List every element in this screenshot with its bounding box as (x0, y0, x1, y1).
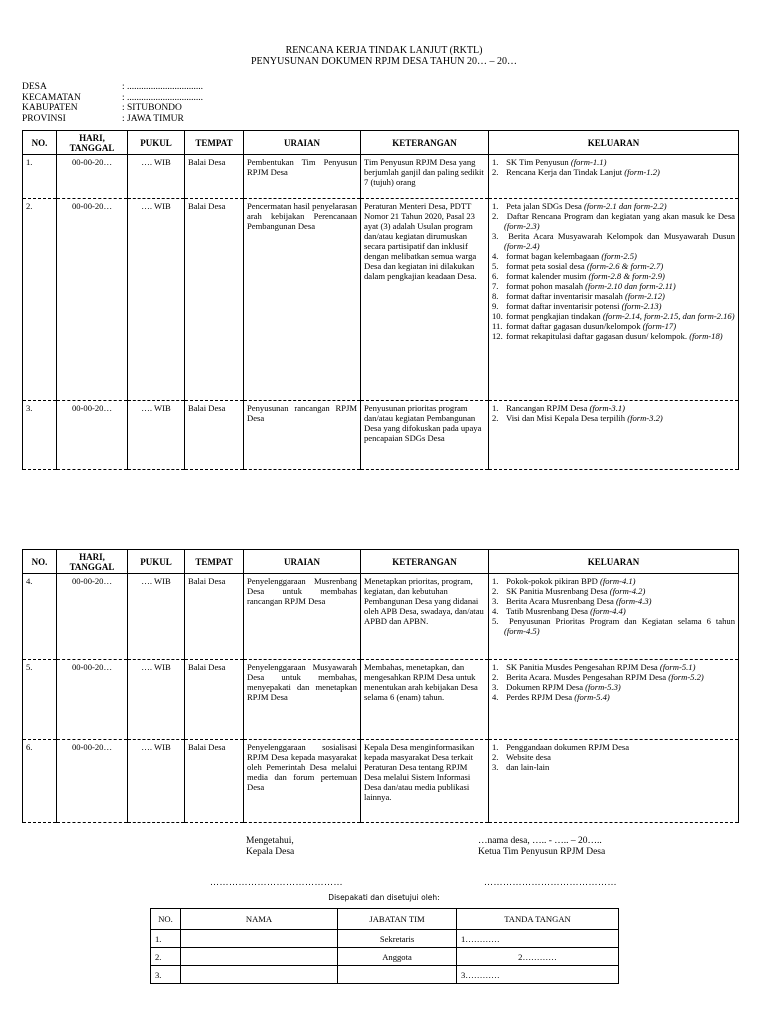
table-row (23, 199, 739, 401)
keluaran-form-ref: (form-4.2) (609, 586, 646, 596)
row-no: 6. (23, 740, 57, 823)
keluaran-text: format pohon masalah (506, 281, 586, 291)
keluaran-text: Rencana Kerja dan Tindak Lanjut (506, 167, 625, 177)
agreement-col-ttd: TANDA TANGAN (457, 909, 619, 930)
keluaran-number: 1. (492, 662, 499, 672)
keluaran-number: 3. (492, 596, 499, 606)
agreement-jabatan: Anggota (338, 948, 457, 966)
col-header-keluaran: KELUARAN (489, 131, 739, 155)
row-no: 4. (23, 574, 57, 660)
keluaran-form-ref: (form-4.1) (599, 576, 636, 586)
keluaran-number: 4. (492, 692, 499, 702)
row-uraian: Penyelenggaraan sosialisasi RPJM Desa kepada masyarakat oleh Pemerintah Desa melalui media dan forum pertemuan Desa (244, 740, 361, 823)
row-no: 2. (23, 199, 57, 401)
keluaran-text: Peta jalan SDGs Desa (506, 201, 584, 211)
col-header-keterangan: KETERANGAN (361, 131, 489, 155)
agreement-no: 1. (151, 930, 181, 948)
keluaran-item (492, 616, 735, 636)
agreement-col-nama: NAMA (181, 909, 338, 930)
keluaran-text: Website desa (506, 752, 551, 762)
keluaran-number: 4. (492, 251, 499, 261)
row-pukul: …. WIB (128, 155, 185, 199)
keluaran-number: 2. (492, 672, 499, 682)
col-header-no: NO. (23, 550, 57, 574)
keluaran-item (492, 672, 735, 682)
keluaran-form-ref: (form-2.8 & form-2.9) (588, 271, 665, 281)
keluaran-number: 1. (492, 157, 499, 167)
row-pukul: …. WIB (128, 740, 185, 823)
agreement-jabatan: Sekretaris (338, 930, 457, 948)
col-header-uraian: URAIAN (244, 550, 361, 574)
row-keterangan: Kepala Desa menginformasikan kepada masyarakat Desa terkait Peraturan Desa tentang RPJM Desa melalui Sistem Informasi Desa dan/atau media publikasi lainnya. (361, 740, 489, 823)
col-header-pukul: PUKUL (128, 131, 185, 155)
keluaran-form-ref: (form-2.3) (504, 221, 540, 231)
plan-table-1 (22, 130, 739, 470)
keluaran-item (492, 321, 735, 331)
keluaran-item (492, 281, 735, 291)
row-keluaran (489, 740, 739, 823)
keluaran-item (492, 301, 735, 311)
meta-key: KABUPATEN (22, 103, 78, 113)
keluaran-text: Berita Acara Musyawarah Kelompok dan Musyawarah Dusun (508, 231, 735, 241)
col-header-keterangan: KETERANGAN (361, 550, 489, 574)
col-header-keluaran: KELUARAN (489, 550, 739, 574)
keluaran-list (492, 157, 735, 177)
keluaran-number: 2. (492, 167, 499, 177)
keluaran-item (492, 413, 735, 423)
agreement-nama (181, 930, 338, 948)
keluaran-text: Penyusunan Prioritas Program dan Kegiatan selama 6 tahun (509, 616, 735, 626)
keluaran-item (492, 586, 735, 596)
keluaran-number: 2. (492, 211, 499, 221)
agreement-row (151, 966, 619, 984)
signature-left-line2: Kepala Desa (246, 847, 295, 857)
agreement-col-no: NO. (151, 909, 181, 930)
row-keterangan: Tim Penyusun RPJM Desa yang berjumlah ganjil dan paling sedikit 7 (tujuh) orang (361, 155, 489, 199)
keluaran-item (492, 271, 735, 281)
meta-row-kecamatan (22, 93, 203, 104)
keluaran-form-ref: (form-17) (642, 321, 677, 331)
keluaran-text: format daftar gagasan dusun/kelompok (506, 321, 643, 331)
meta-value: : ................................ (122, 92, 204, 103)
keluaran-item (492, 606, 735, 616)
table-row (23, 155, 739, 199)
keluaran-form-ref: (form-2.13) (621, 301, 662, 311)
col-header-uraian: URAIAN (244, 131, 361, 155)
keluaran-item (492, 201, 735, 211)
agreement-jabatan (338, 966, 457, 984)
keluaran-number: 6. (492, 271, 499, 281)
keluaran-text: Daftar Rencana Program dan kegiatan yang akan masuk ke Desa (506, 211, 735, 221)
keluaran-number: 3. (492, 682, 499, 692)
keluaran-text: Perdes RPJM Desa (506, 692, 575, 702)
row-keluaran (489, 574, 739, 660)
col-header-tempat: TEMPAT (185, 131, 244, 155)
keluaran-number: 1. (492, 742, 499, 752)
keluaran-form-ref: (form-5.1) (659, 662, 696, 672)
keluaran-list (492, 742, 735, 772)
agreement-row (151, 930, 619, 948)
keluaran-form-ref: (form-2.4) (504, 241, 540, 251)
keluaran-item (492, 692, 735, 702)
col-header-hari: HARI, TANGGAL (57, 131, 128, 155)
row-hari: 00-00-20… (57, 401, 128, 470)
keluaran-form-ref: (form-3.2) (627, 413, 663, 423)
keluaran-number: 2. (492, 413, 499, 423)
signature-line-left: …………………………………… (210, 877, 343, 887)
agreement-caption: Disepakati dan disetujui oleh: (328, 893, 440, 902)
meta-row-desa (22, 82, 203, 93)
row-keterangan: Penyusunan prioritas program dan/atau kegiatan Pembangunan Desa yang difokuskan pada upaya pencapaian SDGs Desa (361, 401, 489, 470)
keluaran-form-ref: (form-2.5) (601, 251, 637, 261)
table-row (23, 660, 739, 740)
keluaran-list (492, 403, 735, 423)
signature-left (246, 836, 294, 858)
row-no: 5. (23, 660, 57, 740)
keluaran-number: 11. (492, 321, 503, 331)
region-info (22, 82, 203, 124)
keluaran-item (492, 157, 735, 167)
keluaran-text: SK Panitia Musdes Pengesahan RPJM Desa (506, 662, 660, 672)
keluaran-text: SK Panitia Musrenbang Desa (506, 586, 610, 596)
keluaran-text: format peta sosial desa (506, 261, 587, 271)
agreement-row (151, 948, 619, 966)
row-hari: 00-00-20… (57, 199, 128, 401)
agreement-no: 3. (151, 966, 181, 984)
keluaran-item (492, 576, 735, 586)
row-uraian: Penyelenggaraan Musyawarah Desa untuk membahas, menyepakati dan menetapkan RPJM Desa (244, 660, 361, 740)
row-uraian: Penyusunan rancangan RPJM Desa (244, 401, 361, 470)
keluaran-item (492, 311, 735, 321)
row-uraian: Pencermatan hasil penyelarasan arah kebijakan Perencanaan Pembangunan Desa (244, 199, 361, 401)
keluaran-text: format rekapitulasi daftar gagasan dusun/ kelompok. (506, 331, 690, 341)
keluaran-text: SK Tim Penyusun (506, 157, 571, 167)
keluaran-form-ref: (form-4.4) (590, 606, 626, 616)
keluaran-text: Berita Acara. Musdes Pengesahan RPJM Desa (506, 672, 669, 682)
agreement-col-jabatan: JABATAN TIM (338, 909, 457, 930)
keluaran-item (492, 231, 735, 251)
meta-key: PROVINSI (22, 113, 66, 124)
row-keterangan: Menetapkan prioritas, program, kegiatan, dan kebutuhan Pembangunan Desa yang didanai oleh APB Desa, swadaya, dan/atau APBD dan APBN. (361, 574, 489, 660)
keluaran-item (492, 331, 735, 341)
row-uraian: Penyelenggaraan Musrenbang Desa untuk membahas rancangan RPJM Desa (244, 574, 361, 660)
keluaran-number: 7. (492, 281, 499, 291)
col-header-hari: HARI, TANGGAL (57, 550, 128, 574)
keluaran-item (492, 403, 735, 413)
row-no: 1. (23, 155, 57, 199)
keluaran-number: 3. (492, 762, 499, 772)
row-tempat: Balai Desa (185, 574, 244, 660)
signature-right-line1: …nama desa, ….. - ….. – 20….. (478, 836, 602, 846)
row-keluaran (489, 401, 739, 470)
keluaran-text: format bagan kelembagaan (506, 251, 602, 261)
keluaran-text: Tatib Musrenbang Desa (506, 606, 591, 616)
col-header-tempat: TEMPAT (185, 550, 244, 574)
keluaran-item (492, 261, 735, 271)
keluaran-item (492, 762, 735, 772)
row-keluaran (489, 660, 739, 740)
row-pukul: …. WIB (128, 401, 185, 470)
keluaran-form-ref: (form-18) (689, 331, 723, 341)
keluaran-item (492, 251, 735, 261)
row-no: 3. (23, 401, 57, 470)
keluaran-text: format daftar inventarisir potensi (506, 301, 622, 311)
keluaran-text: format daftar inventarisir masalah (506, 291, 625, 301)
keluaran-number: 8. (492, 291, 499, 301)
col-header-no: NO. (23, 131, 57, 155)
agreement-no: 2. (151, 948, 181, 966)
keluaran-text: format pengkajian tindakan (506, 311, 603, 321)
row-hari: 00-00-20… (57, 740, 128, 823)
keluaran-form-ref: (form-5.3) (585, 682, 621, 692)
table-row (23, 574, 739, 660)
row-tempat: Balai Desa (185, 401, 244, 470)
keluaran-form-ref: (form-4.3) (615, 596, 652, 606)
keluaran-number: 1. (492, 576, 499, 586)
keluaran-number: 2. (492, 586, 499, 596)
col-header-pukul: PUKUL (128, 550, 185, 574)
document-title: RENCANA KERJA TINDAK LANJUT (RKTL) (285, 45, 483, 56)
table-row (23, 740, 739, 823)
row-pukul: …. WIB (128, 660, 185, 740)
keluaran-form-ref: (form-1.1) (570, 157, 607, 167)
meta-value: : SITUBONDO (122, 103, 182, 113)
keluaran-form-ref: (form-1.2) (624, 167, 660, 177)
keluaran-number: 1. (492, 403, 499, 413)
keluaran-item (492, 752, 735, 762)
row-uraian: Pembentukan Tim Penyusun RPJM Desa (244, 155, 361, 199)
agreement-table (150, 908, 619, 984)
keluaran-text: Dokumen RPJM Desa (506, 682, 586, 692)
table-row (23, 401, 739, 470)
keluaran-number: 5. (492, 261, 499, 271)
keluaran-form-ref: (form-2.14, form-2.15, dan form-2.16) (602, 311, 735, 321)
signature-line-right: …………………………………… (484, 877, 617, 887)
signature-left-line1: Mengetahui, (246, 836, 294, 846)
agreement-ttd: 1………… (457, 930, 619, 948)
keluaran-item (492, 211, 735, 231)
keluaran-form-ref: (form-2.12) (625, 291, 665, 301)
keluaran-form-ref: (form-4.5) (504, 626, 540, 636)
keluaran-number: 9. (492, 301, 499, 311)
document-subtitle: PENYUSUNAN DOKUMEN RPJM DESA TAHUN 20… – 20… (251, 56, 517, 67)
meta-key: DESA (22, 82, 47, 92)
keluaran-number: 2. (492, 752, 499, 762)
meta-row-provinsi (22, 114, 203, 125)
row-hari: 00-00-20… (57, 660, 128, 740)
keluaran-number: 4. (492, 606, 499, 616)
keluaran-text: format kalender musim (506, 271, 589, 281)
keluaran-item (492, 596, 735, 606)
keluaran-text: Visi dan Misi Kepala Desa terpilih (506, 413, 628, 423)
keluaran-number: 3. (492, 231, 499, 241)
keluaran-number: 5. (492, 616, 499, 626)
keluaran-number: 12. (492, 331, 503, 341)
keluaran-text: Rancangan RPJM Desa (506, 403, 590, 413)
keluaran-number: 1. (492, 201, 499, 211)
keluaran-item (492, 167, 735, 177)
row-keterangan: Peraturan Menteri Desa, PDTT Nomor 21 Tahun 2020, Pasal 23 ayat (3) adalah Usulan program dan/atau kegiatan dirumuskan secara partisipatif dan inklusif dengan melibatkan semua warga Desa dan kegiatan ini dilakukan dalam pengkajian keadaan Desa. (361, 199, 489, 401)
keluaran-item (492, 291, 735, 301)
row-keluaran (489, 199, 739, 401)
table-header-row (23, 131, 739, 155)
keluaran-number: 10. (492, 311, 503, 321)
row-tempat: Balai Desa (185, 199, 244, 401)
row-pukul: …. WIB (128, 574, 185, 660)
meta-value: : ................................ (122, 82, 204, 92)
keluaran-text: Penggandaan dokumen RPJM Desa (506, 742, 630, 752)
table-header-row (23, 550, 739, 574)
agreement-ttd: 2………… (457, 948, 619, 966)
keluaran-form-ref: (form-2.10 dan form-2.11) (585, 281, 676, 291)
keluaran-list (492, 201, 735, 341)
plan-table-2 (22, 549, 739, 823)
row-tempat: Balai Desa (185, 660, 244, 740)
keluaran-list (492, 662, 735, 702)
row-pukul: …. WIB (128, 199, 185, 401)
keluaran-item (492, 682, 735, 692)
keluaran-form-ref: (form-5.2) (668, 672, 704, 682)
keluaran-list (492, 576, 735, 636)
meta-value: : JAWA TIMUR (122, 113, 184, 124)
agreement-header-row (151, 909, 619, 930)
keluaran-text: dan lain-lain (506, 762, 550, 772)
agreement-nama (181, 966, 338, 984)
keluaran-form-ref: (form-2.1 dan form-2.2) (583, 201, 667, 211)
row-tempat: Balai Desa (185, 155, 244, 199)
row-keluaran (489, 155, 739, 199)
signature-right (478, 836, 605, 858)
meta-key: KECAMATAN (22, 92, 81, 103)
keluaran-form-ref: (form-3.1) (589, 403, 626, 413)
agreement-nama (181, 948, 338, 966)
row-keterangan: Membahas, menetapkan, dan mengesahkan RPJM Desa untuk menentukan arah kebijakan Desa selama 6 (enam) tahun. (361, 660, 489, 740)
meta-row-kabupaten (22, 103, 203, 114)
keluaran-text: Berita Acara Musrenbang Desa (506, 596, 616, 606)
keluaran-form-ref: (form-2.6 & form-2.7) (586, 261, 664, 271)
keluaran-item (492, 662, 735, 672)
row-hari: 00-00-20… (57, 574, 128, 660)
row-tempat: Balai Desa (185, 740, 244, 823)
signature-right-line2: Ketua Tim Penyusun RPJM Desa (478, 847, 606, 857)
keluaran-form-ref: (form-5.4) (574, 692, 610, 702)
keluaran-item (492, 742, 735, 752)
keluaran-text: Pokok-pokok pikiran BPD (506, 576, 600, 586)
row-hari: 00-00-20… (57, 155, 128, 199)
agreement-ttd: 3………… (457, 966, 619, 984)
